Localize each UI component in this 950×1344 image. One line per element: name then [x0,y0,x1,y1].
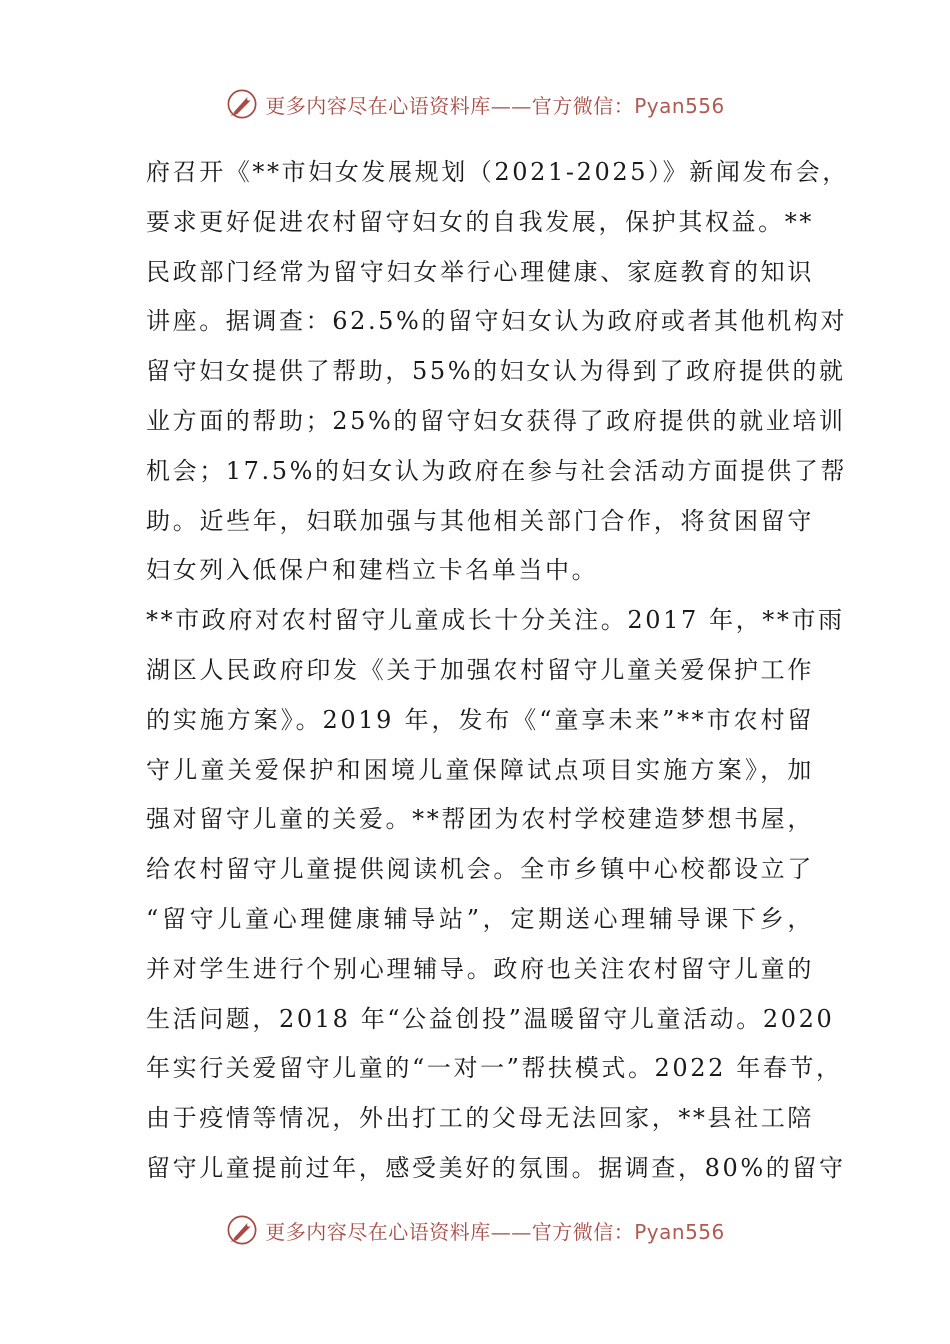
body-line: 的实施方案》。2019 年，发布《“童享未来”**市农村留 [146,705,814,734]
body-line: 强对留守儿童的关爱。**帮团为农村学校建造梦想书屋， [146,805,814,834]
body-line: 妇女列入低保户和建档立卡名单当中。 [146,556,599,585]
header-banner-main: 更多内容尽在心语资料库——官方微信： [265,93,635,118]
body-line: 给农村留守儿童提供阅读机会。全市乡镇中心校都设立了 [146,855,814,884]
header-banner-text [265,90,725,119]
body-line: 讲座。据调查：62.5%的留守妇女认为政府或者其他机构对 [146,307,848,336]
body-line: 要求更好促进农村留守妇女的自我发展，保护其权益。** [146,207,814,236]
body-line: 生活问题，2018 年“公益创投”温暖留守儿童活动。2020 [146,1004,835,1033]
footer-banner-main: 更多内容尽在心语资料库——官方微信： [265,1219,635,1244]
body-line: 民政部门经常为留守妇女举行心理健康、家庭教育的知识 [146,257,814,286]
footer-banner [0,1210,950,1250]
body-line: 并对学生进行个别心理辅导。政府也关注农村留守儿童的 [146,954,814,983]
body-line: 助。近些年，妇联加强与其他相关部门合作，将贫困留守 [146,506,814,535]
body-line: **市政府对农村留守儿童成长十分关注。2017 年，**市雨 [146,606,845,635]
body-line: “留守儿童心理健康辅导站”，定期送心理辅导课下乡， [146,904,814,933]
footer-banner-handle: Pyan556 [634,1219,725,1244]
header-banner-inner [225,87,725,121]
body-line: 留守儿童提前过年，感受美好的氛围。据调查，80%的留守 [146,1153,846,1182]
body-line: 留守妇女提供了帮助，55%的妇女认为得到了政府提供的就 [146,357,846,386]
body-line: 年实行关爱留守儿童的“一对一”帮扶模式。2022 年春节， [146,1054,843,1083]
body-line: 由于疫情等情况，外出打工的父母无法回家，**县社工陪 [146,1104,814,1133]
body-line: 守儿童关爱保护和困境儿童保障试点项目实施方案》，加 [146,755,814,784]
pen-nib-logo-icon [225,87,259,121]
header-banner-handle: Pyan556 [634,93,725,118]
header-banner [0,84,950,124]
document-body [146,148,849,1194]
footer-banner-inner [225,1213,725,1247]
body-line: 府召开《**市妇女发展规划（2021-2025）》新闻发布会， [146,158,849,186]
pen-nib-logo-icon [225,1213,259,1247]
body-line: 湖区人民政府印发《关于加强农村留守儿童关爱保护工作 [146,655,814,684]
body-line: 机会；17.5%的妇女认为政府在参与社会活动方面提供了帮 [146,456,848,485]
footer-banner-text [265,1216,725,1245]
body-line: 业方面的帮助；25%的留守妇女获得了政府提供的就业培训 [146,406,846,435]
